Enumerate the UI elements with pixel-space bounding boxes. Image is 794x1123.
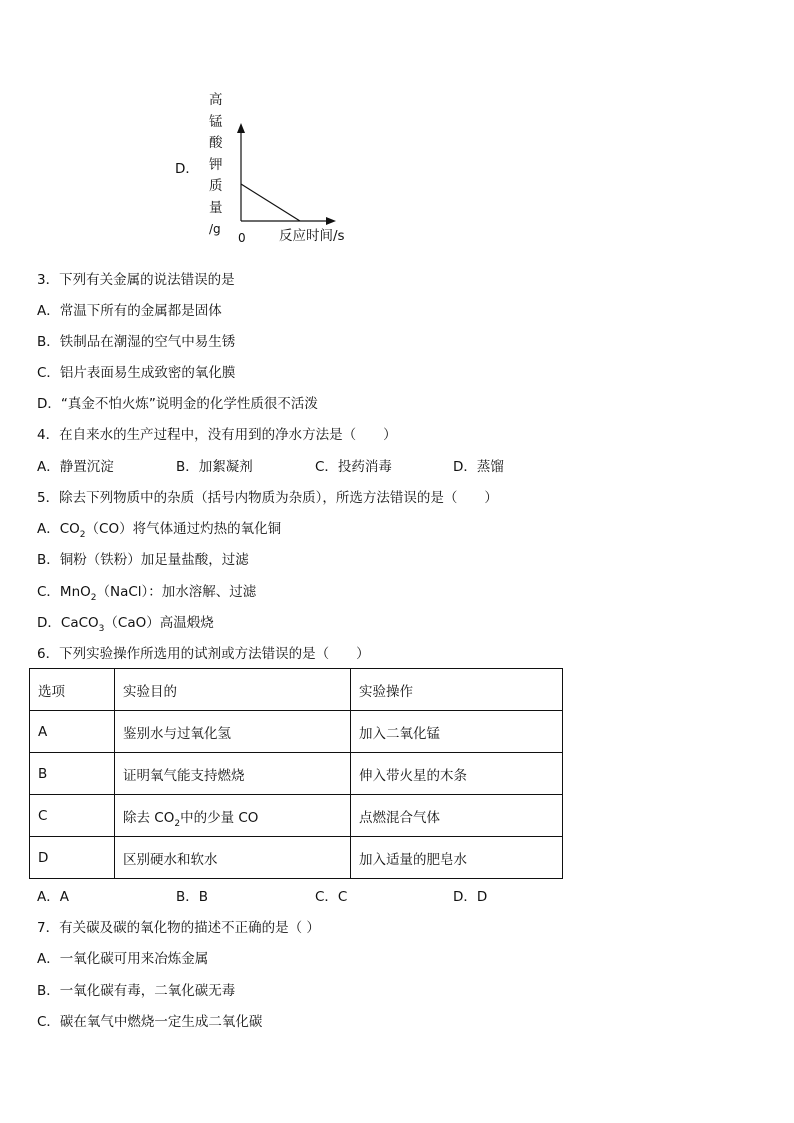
table-cell: C [30,795,115,837]
chart-origin-label: 0 [238,231,246,245]
q6-option-d: D．D [453,889,488,905]
q6-stem: 6．下列实验操作所选用的试剂或方法错误的是（ ） [37,646,370,662]
q5-c-subscript: 2 [90,593,97,603]
series-line [241,184,300,221]
q5-a-text-rest: （CO）将气体通过灼热的氧化铜 [85,521,282,537]
q4-option-a: A．静置沉淀 [37,459,114,475]
q7-option-b: B．一氧化碳有毒，二氧化碳无毒 [37,983,236,999]
table-cell: B [30,753,115,795]
q5-c-text-rest: （NaCl）：加水溶解、过滤 [96,584,257,600]
q4-option-d: D．蒸馏 [453,459,504,475]
table-row [30,753,563,795]
q3-option-d: D．“真金不怕火炼”说明金的化学性质很不活泼 [37,396,318,412]
table-cell: 加入二氧化锰 [351,711,563,753]
q5-c-text: C．MnO [37,584,91,600]
table-header-cell: 实验目的 [115,669,351,711]
q5-a-subscript: 2 [79,530,86,540]
ylabel-char: 高 [209,92,223,108]
q7-stem: 7．有关碳及碳的氧化物的描述不正确的是（ ） [37,920,320,936]
table-cell [115,795,351,837]
q3-option-c: C．铝片表面易生成致密的氧化膜 [37,365,236,381]
q3-option-a: A．常温下所有的金属都是固体 [37,303,222,319]
table-row [30,711,563,753]
q6-option-c: C．C [315,889,348,905]
ylabel-char: 酸 [209,135,223,151]
chart-svg [230,120,340,230]
table-row [30,795,563,837]
table-cell: 伸入带火星的木条 [351,753,563,795]
q4-option-b: B．加絮凝剂 [176,459,253,475]
ylabel-char: 钾 [209,156,223,173]
q5-option-c [37,583,256,603]
q5-d-subscript: 3 [98,624,105,634]
q6-option-a: A．A [37,889,69,905]
ylabel-char: 量 [209,199,223,216]
q5-option-a [37,520,281,540]
table-header-row [30,669,563,711]
chart-ylabel [209,90,225,241]
q7-option-c: C．碳在氧气中燃烧一定生成二氧化碳 [37,1014,263,1030]
q4-stem: 4．在自来水的生产过程中，没有用到的净水方法是（ ） [37,427,397,443]
q6-option-b: B．B [176,889,209,905]
q7-option-a: A．一氧化碳可用来冶炼金属 [37,951,209,967]
table-header-cell: 实验操作 [351,669,563,711]
table-cell: 区别硬水和软水 [115,837,351,879]
q5-d-text: D．CaCO [37,615,99,631]
table-cell: D [30,837,115,879]
table-row [30,837,563,879]
ylabel-char: 锰 [209,113,223,130]
table-cell: 鉴别水与过氧化氢 [115,711,351,753]
table-cell: A [30,711,115,753]
cell-text-rest: 中的少量 CO [180,809,259,826]
table-cell: 加入适量的肥皂水 [351,837,563,879]
q6-table [29,668,563,879]
q5-a-text: A．CO [37,521,80,537]
q5-stem: 5．除去下列物质中的杂质（括号内物质为杂质），所选方法错误的是（ ） [37,490,498,506]
ylabel-unit: /g [209,222,221,236]
q3-stem: 3．下列有关金属的说法错误的是 [37,272,235,288]
table-cell: 证明氧气能支持燃烧 [115,753,351,795]
y-axis-arrow [237,123,245,133]
cell-subscript: 2 [174,818,181,829]
q5-option-d [37,614,214,634]
q5-d-text-rest: （CaO）高温煅烧 [104,615,214,631]
chart-xlabel: 反应时间/s [279,228,345,244]
q4-option-c: C．投药消毒 [315,459,392,475]
ylabel-char: 质 [209,178,223,194]
option-d-label: D． [175,161,199,177]
table-cell: 点燃混合气体 [351,795,563,837]
cell-text: 除去 CO [123,809,175,826]
table-header-cell: 选项 [30,669,115,711]
q5-option-b: B．铜粉（铁粉）加足量盐酸，过滤 [37,552,249,568]
x-axis-arrow [326,217,336,225]
q3-option-b: B．铁制品在潮湿的空气中易生锈 [37,334,236,350]
